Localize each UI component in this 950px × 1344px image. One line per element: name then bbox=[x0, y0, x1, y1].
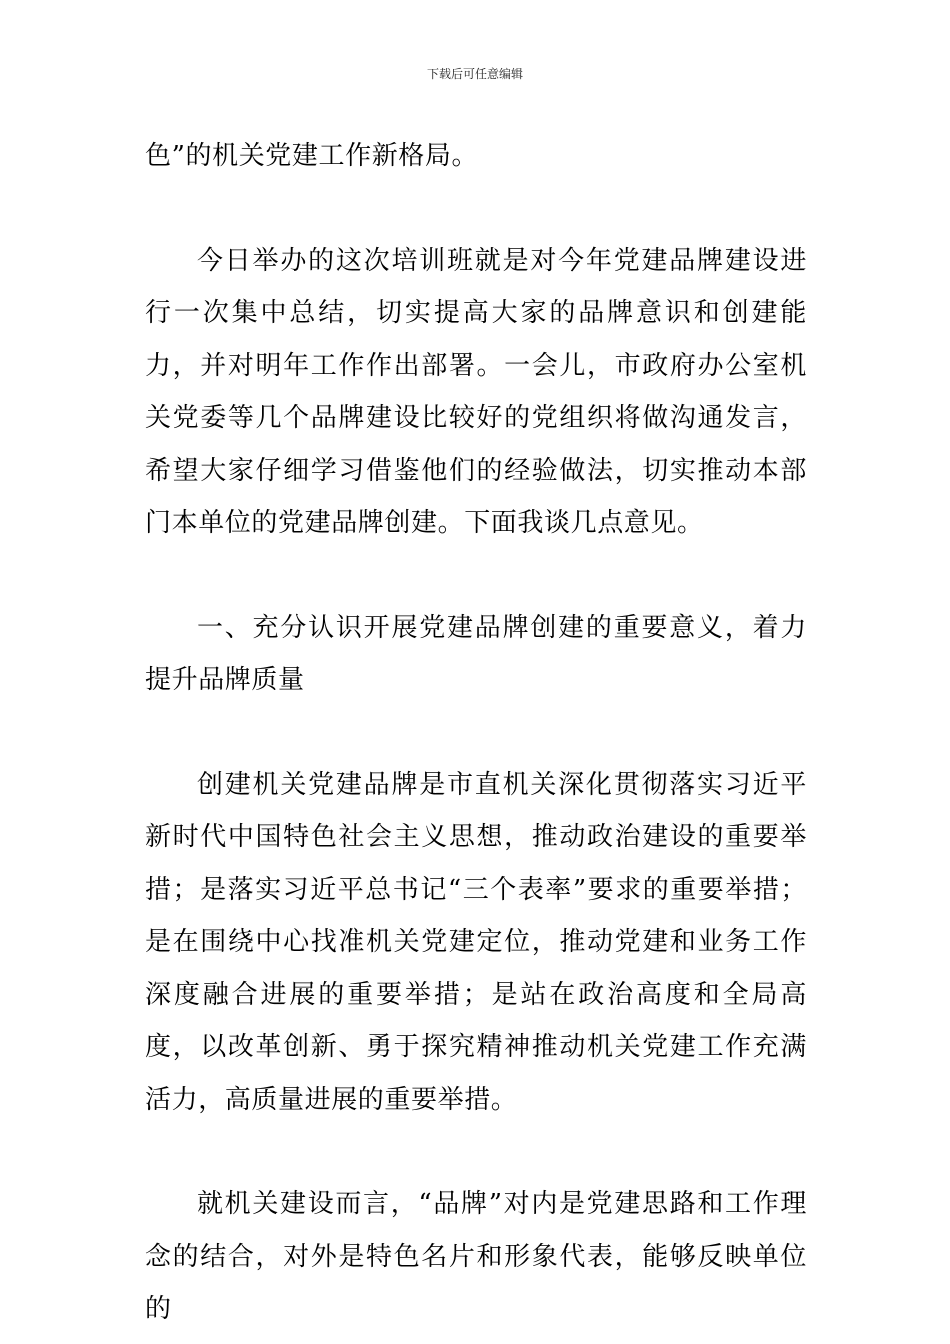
page-header: 下载后可任意编辑 bbox=[426, 67, 523, 81]
paragraph-training-intro: 今日举办的这次培训班就是对今年党建品牌建设进行一次集中总结，切实提高大家的品牌意识和创建能力，并对明年工作作出部署。一会儿，市政府办公室机关党委等几个品牌建设比较好的党组织将做沟通发言，希望大家仔细学习借鉴他们的经验做法，切实推动本部门本单位的党建品牌创建。下面我谈几点意见。 bbox=[145, 245, 807, 538]
document-body bbox=[145, 130, 807, 1336]
paragraph-continuation: 色”的机关党建工作新格局。 bbox=[145, 141, 479, 171]
paragraph-significance: 创建机关党建品牌是市直机关深化贯彻落实习近平新时代中国特色社会主义思想，推动政治建设的重要举措；是落实习近平总书记“三个表率”要求的重要举措；是在围绕中心找准机关党建定位，推动党建和业务工作深度融合进展的重要举措；是站在政治高度和全局高度，以改革创新、勇于探究精神推动机关党建工作充满活力，高质量进展的重要举措。 bbox=[145, 769, 807, 1115]
section-heading-1: 一、充分认识开展党建品牌创建的重要意义，着力提升品牌质量 bbox=[145, 612, 807, 695]
paragraph-brand-meaning: 就机关建设而言，“品牌”对内是党建思路和工作理念的结合，对外是特色名片和形象代表，能够反映单位的 bbox=[145, 1189, 807, 1324]
